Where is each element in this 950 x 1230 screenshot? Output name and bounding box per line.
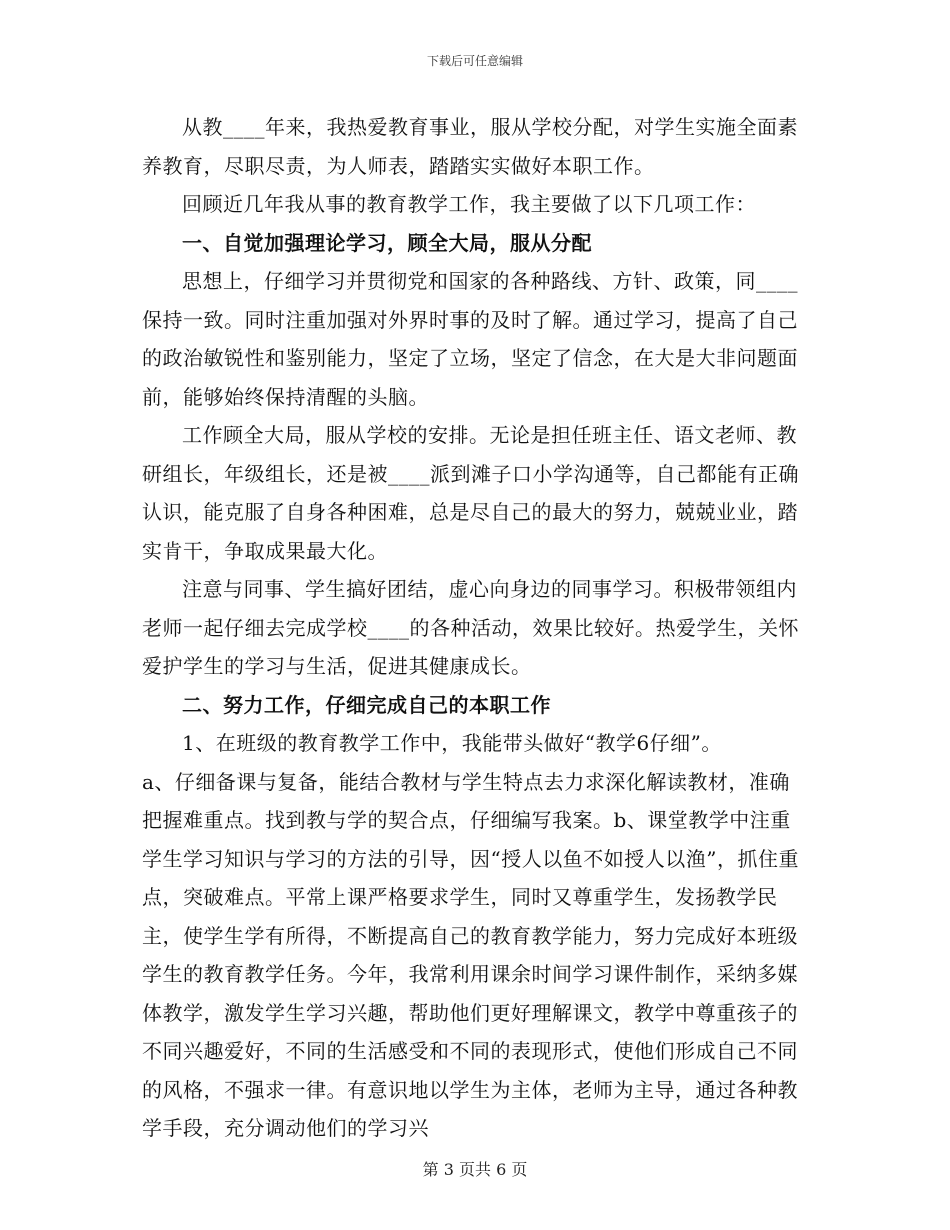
section-heading-1: 一、自觉加强理论学习，顾全大局，服从分配 bbox=[182, 230, 592, 255]
paragraph-review: 回顾近几年我从事的教育教学工作，我主要做了以下几项工作： bbox=[182, 192, 756, 216]
paragraph-intro: 从教____年来，我热爱教育事业，服从学校分配，对学生实施全面素养教育，尽职尽责，为人师表，踏踏实实做好本职工作。 bbox=[142, 115, 798, 178]
document-body bbox=[142, 108, 808, 1148]
paragraph-item-1: 1、在班级的教育教学工作中，我能带头做好“教学6仔细”。 bbox=[182, 731, 722, 755]
paragraph-unity: 注意与同事、学生搞好团结，虚心向身边的同事学习。积极带领组内老师一起仔细去完成学校____的各种活动，效果比较好。热爱学生，关怀爱护学生的学习与生活，促进其健康成长。 bbox=[142, 577, 799, 678]
section-heading-2: 二、努力工作，仔细完成自己的本职工作 bbox=[182, 692, 551, 717]
paragraph-thought: 思想上，仔细学习并贯彻党和国家的各种路线、方针、政策，同____保持一致。同时注重加强对外界时事的及时了解。通过学习，提高了自己的政治敏锐性和鉴别能力，坚定了立场，坚定了信念，在大是大非问题面前，能够始终保持清醒的头脑。 bbox=[142, 269, 798, 409]
page-footer: 第 3 页共 6 页 bbox=[422, 1160, 528, 1179]
paragraph-details: a、仔细备课与复备，能结合教材与学生特点去力求深化解读教材，准确把握难重点。找到教与学的契合点，仔细编写我案。b、课堂教学中注重学生学习知识与学习的方法的引导，因“授人以鱼不如授人以渔”，抓住重点，突破难点。平常上课严格要求学生，同时又尊重学生，发扬教学民主，使学生学有所得，不断提高自己的教育教学能力，努力完成好本班级学生的教育教学任务。今年，我常利用课余时间学习课件制作，采纳多媒体教学，激发学生学习兴趣，帮助他们更好理解课文，教学中尊重孩子的不同兴趣爱好，不同的生活感受和不同的表现形式，使他们形成自己不同的风格，不强求一律。有意识地以学生为主体，老师为主导，通过各种教学手段，充分调动他们的学习兴 bbox=[142, 769, 799, 1140]
paragraph-overall: 工作顾全大局，服从学校的安排。无论是担任班主任、语文老师、教研组长，年级组长，还是被____派到滩子口小学沟通等，自己都能有正确认识，能克服了自身各种困难，总是尽自己的最大的努力，兢兢业业，踏实肯干，争取成果最大化。 bbox=[142, 423, 799, 563]
page-header: 下载后可任意编辑 bbox=[426, 54, 523, 68]
